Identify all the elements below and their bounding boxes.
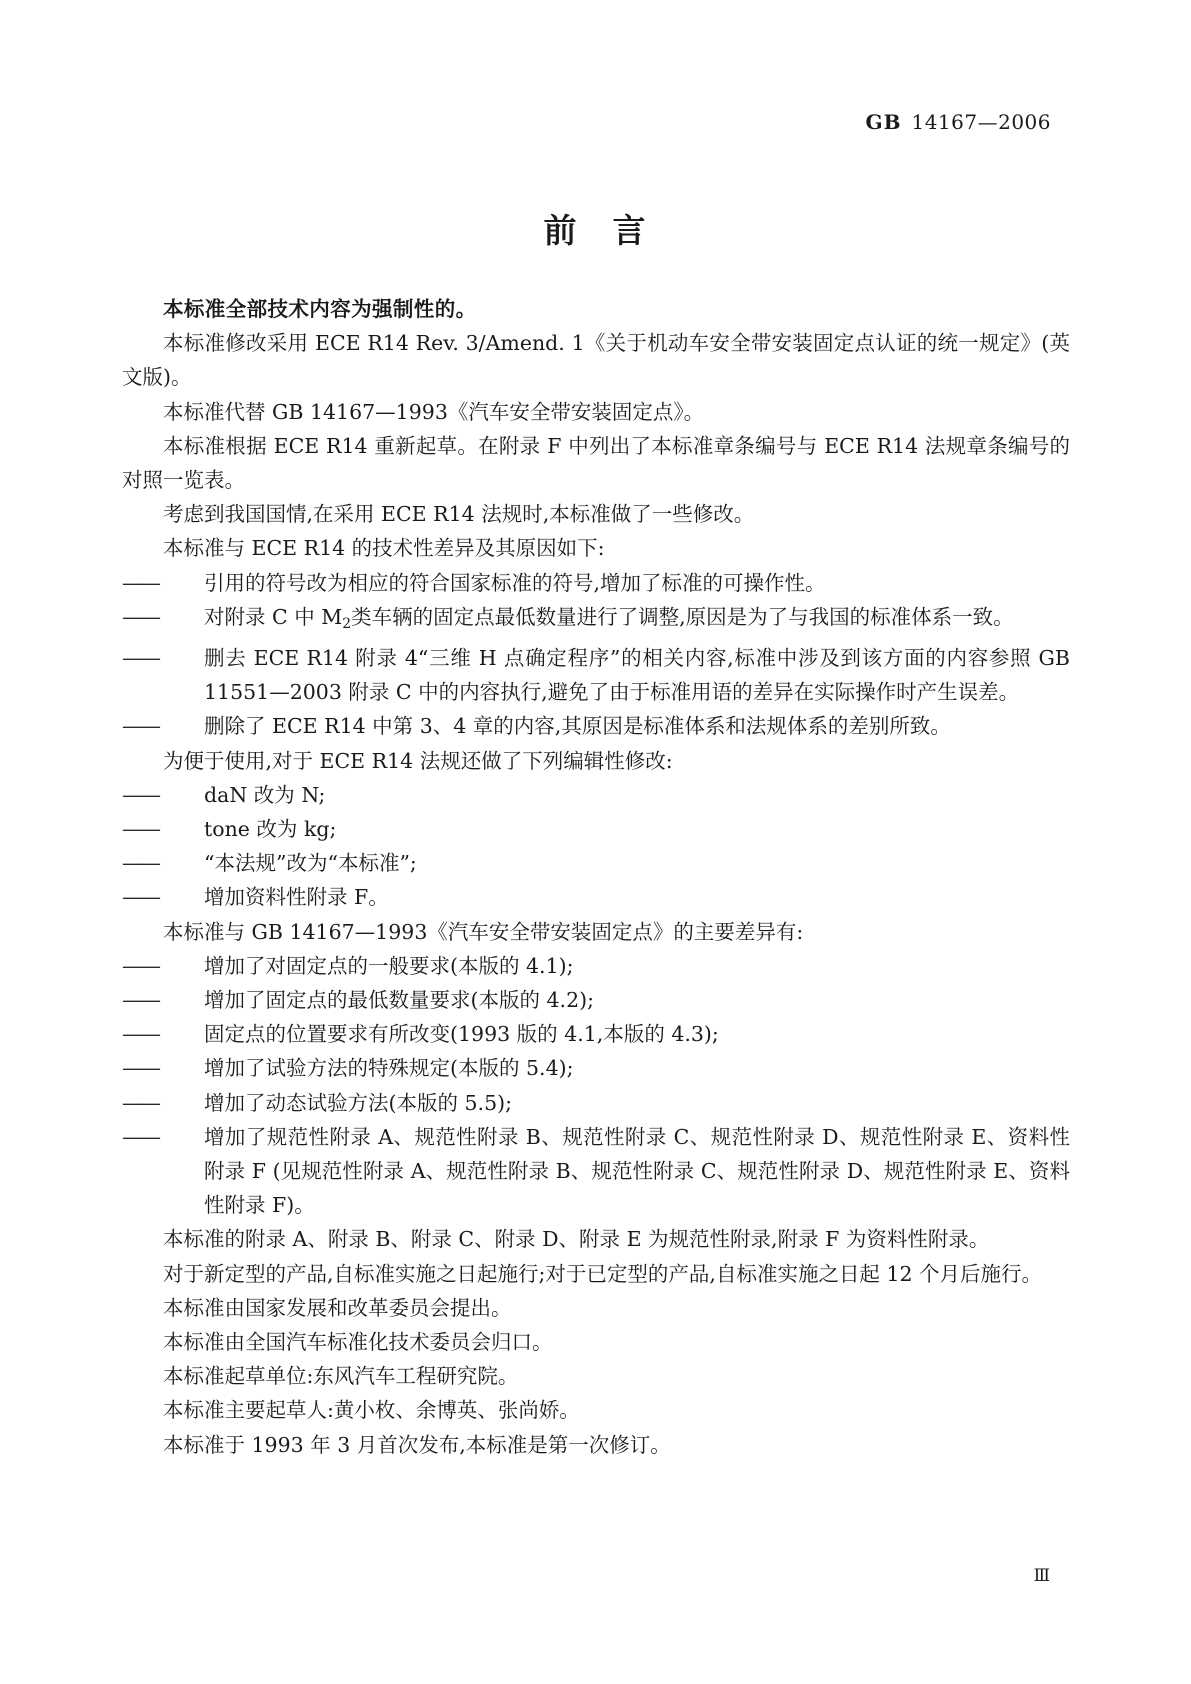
list-item-editorial-regulation-wording [122, 846, 1070, 880]
list-item-diff-symbols [122, 566, 1070, 600]
paragraph-administered-by: 本标准由全国汽车标准化技术委员会归口。 [163, 1329, 553, 1354]
list-item-text: 引用的符号改为相应的符合国家标准的符号,增加了标准的可操作性。 [204, 570, 826, 595]
page-title [0, 205, 1191, 252]
list-item-editorial-annex-f [122, 880, 1070, 914]
paragraph-main-drafters: 本标准主要起草人:黄小枚、余博英、张尚娇。 [163, 1398, 580, 1423]
list-item-editorial-tone [122, 812, 1070, 846]
standard-code: GB [865, 110, 902, 134]
list-item-text-suffix: 类车辆的固定点最低数量进行了调整,原因是为了与我国的标准体系一致。 [351, 604, 1014, 629]
em-dash-marker: —— [122, 816, 159, 841]
list-item-text: 固定点的位置要求有所改变(1993 版的 4.1,本版的 4.3); [204, 1022, 719, 1047]
em-dash-marker: —— [122, 714, 159, 739]
standard-number: 14167—2006 [911, 110, 1051, 134]
em-dash-marker: —— [122, 987, 159, 1012]
page-number: Ⅲ [1033, 1566, 1051, 1586]
subscript-2: 2 [342, 615, 352, 632]
page-footer [0, 1566, 1191, 1586]
list-item-gb93-position-requirement [122, 1017, 1070, 1051]
list-item-text: daN 改为 N; [204, 782, 326, 807]
list-item-text: 增加了对固定点的一般要求(本版的 4.1); [204, 953, 574, 978]
paragraph-national-condition: 考虑到我国国情,在采用 ECE R14 法规时,本标准做了一些修改。 [163, 502, 755, 527]
em-dash-marker: —— [122, 1056, 159, 1081]
paragraph-editorial-intro: 为便于使用,对于 ECE R14 法规还做了下列编辑性修改: [163, 748, 673, 773]
paragraph-adopt: 本标准修改采用 ECE R14 Rev. 3/Amend. 1《关于机动车安全带安装固定点认证的统一规定》(英文版)。 [122, 331, 1070, 390]
list-item-diff-chapters [122, 709, 1070, 743]
list-item-text-prefix: 对附录 C 中 M [204, 604, 343, 629]
list-item-gb93-test-method-special [122, 1051, 1070, 1085]
em-dash-marker: —— [122, 782, 159, 807]
list-item-gb93-general-requirement [122, 949, 1070, 983]
em-dash-marker: —— [122, 1124, 159, 1149]
list-item-text: 增加资料性附录 F。 [204, 885, 389, 910]
paragraph-effective-date: 对于新定型的产品,自标准实施之日起施行;对于已定型的产品,自标准实施之日起 12 个月后施行。 [163, 1261, 1043, 1286]
em-dash-marker: —— [122, 645, 159, 670]
paragraph-redraft: 本标准根据 ECE R14 重新起草。在附录 F 中列出了本标准章条编号与 ECE R14 法规章条编号的对照一览表。 [122, 433, 1070, 493]
em-dash-marker: —— [122, 1090, 159, 1115]
paragraph-gb93-difference-intro: 本标准与 GB 14167—1993《汽车安全带安装固定点》的主要差异有: [163, 919, 804, 944]
list-item-gb93-dynamic-test [122, 1086, 1070, 1120]
list-item-gb93-annexes-added [122, 1120, 1070, 1223]
page-title-left-char: 前 [543, 211, 579, 250]
paragraph-appendix-nature: 本标准的附录 A、附录 B、附录 C、附录 D、附录 E 为规范性附录,附录 F 为资料性附录。 [163, 1227, 990, 1252]
paragraph-technical-difference-intro: 本标准与 ECE R14 的技术性差异及其原因如下: [163, 536, 605, 561]
paragraph-drafting-unit: 本标准起草单位:东风汽车工程研究院。 [163, 1364, 519, 1389]
em-dash-marker: —— [122, 570, 159, 595]
page-header [0, 110, 1191, 144]
list-item-text: tone 改为 kg; [204, 816, 337, 841]
list-item-text: 删除了 ECE R14 中第 3、4 章的内容,其原因是标准体系和法规体系的差别所致。 [204, 714, 951, 739]
paragraph-mandatory: 本标准全部技术内容为强制性的。 [163, 297, 477, 321]
page-title-right-char: 言 [612, 211, 648, 250]
list-item-editorial-dan [122, 778, 1070, 812]
paragraph-replace: 本标准代替 GB 14167—1993《汽车安全带安装固定点》。 [163, 399, 705, 424]
em-dash-marker: —— [122, 604, 159, 629]
paragraph-proposed-by: 本标准由国家发展和改革委员会提出。 [163, 1295, 512, 1320]
list-item-text: 增加了动态试验方法(本版的 5.5); [204, 1090, 513, 1115]
list-item-diff-h-point [122, 641, 1070, 709]
list-item-gb93-minimum-number [122, 983, 1070, 1017]
list-item-diff-m2-category [122, 600, 1070, 641]
list-item-text: 增加了试验方法的特殊规定(本版的 5.4); [204, 1056, 574, 1081]
em-dash-marker: —— [122, 1022, 159, 1047]
em-dash-marker: —— [122, 953, 159, 978]
list-item-text: 增加了规范性附录 A、规范性附录 B、规范性附录 C、规范性附录 D、规范性附录 E、资料性附录 F (见规范性附录 A、规范性附录 B、规范性附录 C、规范性附录 D、规范性附录 E、资料性附录 F)。 [204, 1124, 1070, 1218]
paragraph-publication-history: 本标准于 1993 年 3 月首次发布,本标准是第一次修订。 [163, 1432, 671, 1457]
list-item-text: “本法规”改为“本标准”; [204, 851, 417, 876]
em-dash-marker: —— [122, 851, 159, 876]
list-item-text: 删去 ECE R14 附录 4“三维 H 点确定程序”的相关内容,标准中涉及到该方面的内容参照 GB 11551—2003 附录 C 中的内容执行,避免了由于标准用语的差异在实际操作时产生误差。 [204, 645, 1070, 705]
foreword-body [122, 292, 1070, 1462]
em-dash-marker: —— [122, 885, 159, 910]
list-item-text: 增加了固定点的最低数量要求(本版的 4.2); [204, 987, 595, 1012]
